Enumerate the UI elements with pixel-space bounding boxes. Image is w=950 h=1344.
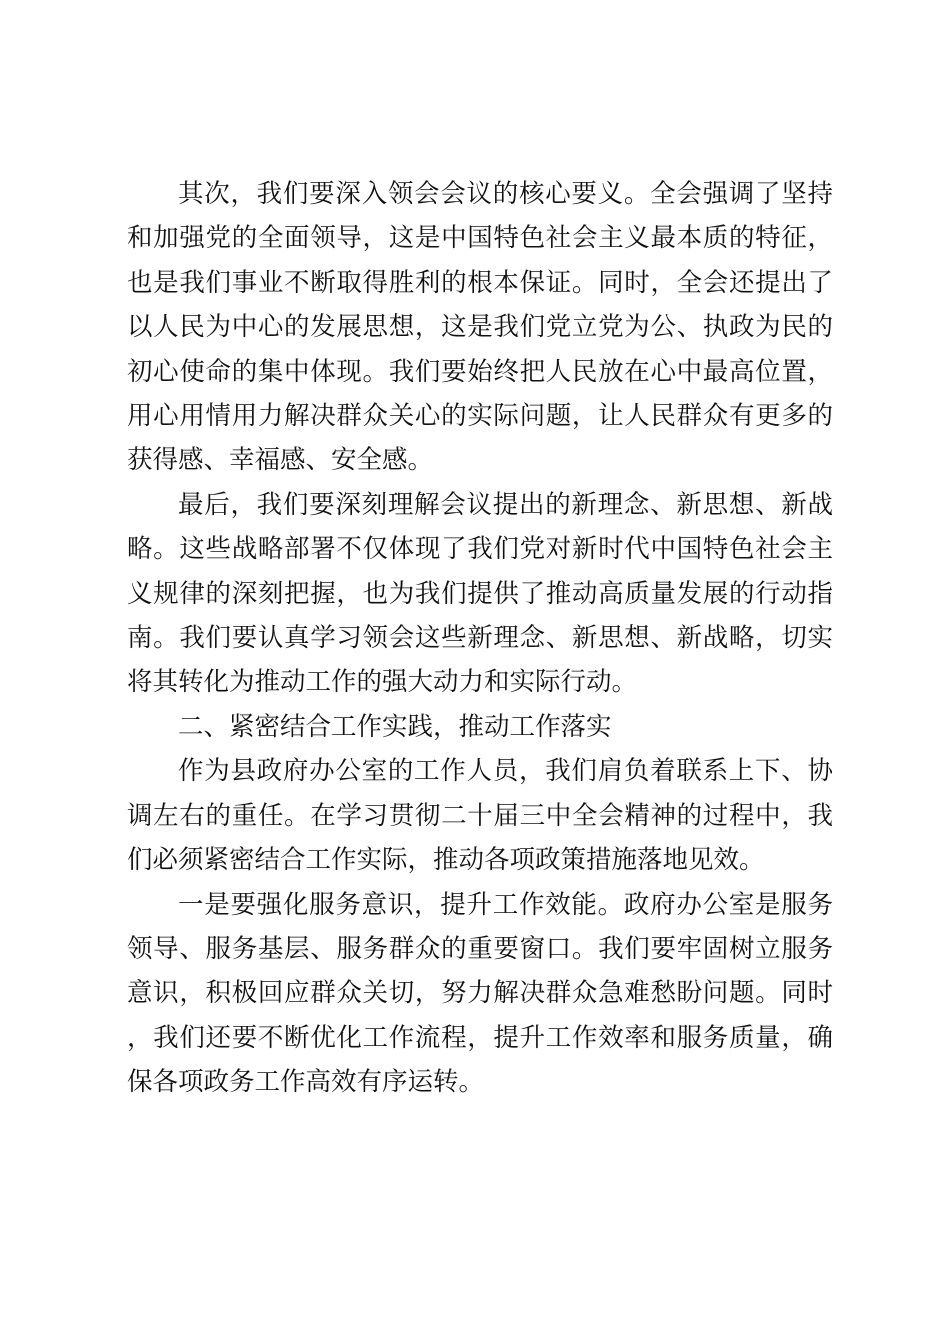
document-body — [127, 172, 833, 1105]
paragraph-service-awareness: 一是要强化服务意识，提升工作效能。政府办公室是服务领导、服务基层、服务群众的重要窗口。我们要牢固树立服务意识，积极回应群众关切，努力解决群众急难愁盼问题。同时，我们还要不断优化工作流程，提升工作效率和服务质量，确保各项政务工作高效有序运转。 — [127, 889, 833, 1098]
section-heading: 二、紧密结合工作实践，推动工作落实 — [178, 711, 612, 742]
paragraph-core-essence: 其次，我们要深入领会会议的核心要义。全会强调了坚持和加强党的全面领导，这是中国特色社会主义最本质的特征，也是我们事业不断取得胜利的根本保证。同时，全会还提出了以人民为中心的发展思想，这是我们党立党为公、执政为民的初心使命的集中体现。我们要始终把人民放在心中最高位置，用心用情用力解决群众关心的实际问题，让人民群众有更多的获得感、幸福感、安全感。 — [127, 179, 833, 476]
paragraph-new-concepts: 最后，我们要深刻理解会议提出的新理念、新思想、新战略。这些战略部署不仅体现了我们党对新时代中国特色社会主义规律的深刻把握，也为我们提供了推动高质量发展的行动指南。我们要认真学习领会这些新理念、新思想、新战略，切实将其转化为推动工作的强大动力和实际行动。 — [127, 489, 833, 698]
paragraph-office-role: 作为县政府办公室的工作人员，我们肩负着联系上下、协调左右的重任。在学习贯彻二十届三中全会精神的过程中，我们必须紧密结合工作实际，推动各项政策措施落地见效。 — [127, 756, 833, 876]
